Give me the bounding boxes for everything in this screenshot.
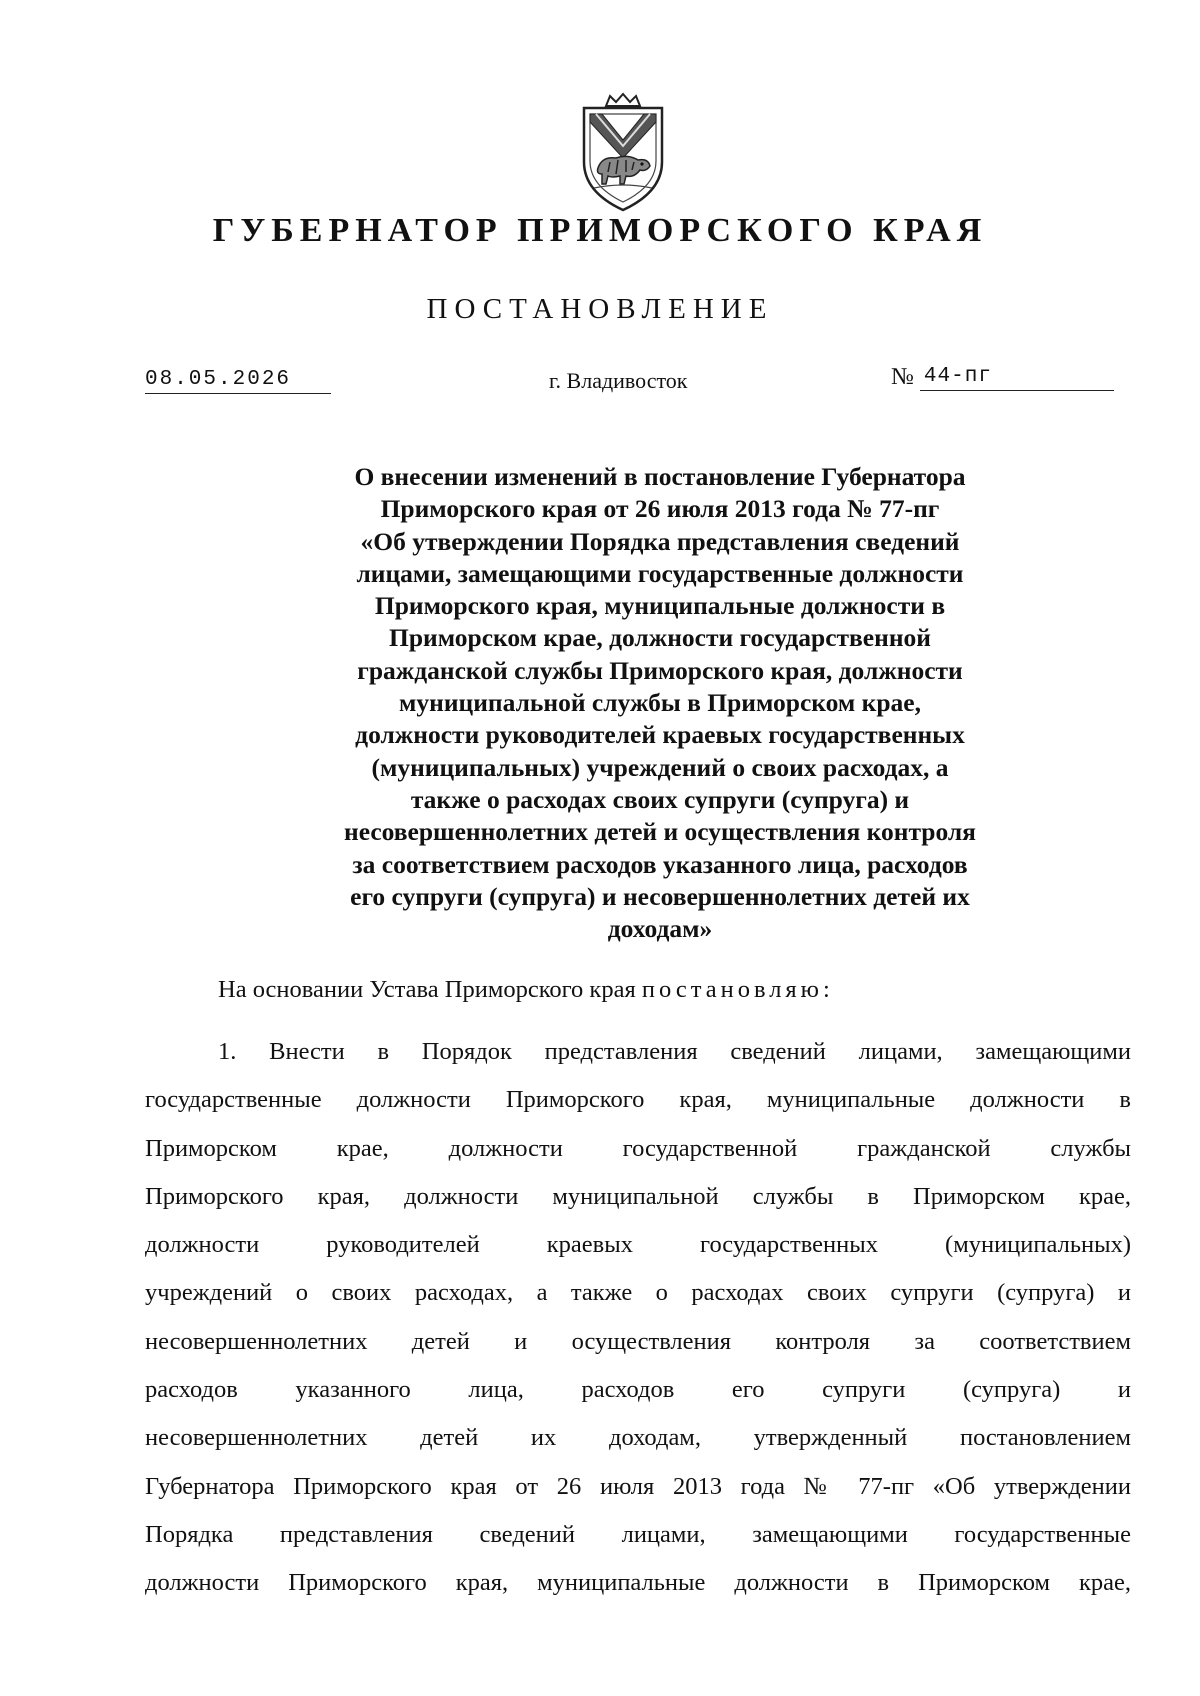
body-line: Приморского края, должности муниципальной службы в Приморском крае, <box>145 1182 1131 1210</box>
body-line: Приморском крае, должности государственной гражданской службы <box>145 1134 1131 1162</box>
document-heading <box>290 461 1030 945</box>
number-value: 44-пг <box>920 365 1114 391</box>
coat-of-arms-emblem <box>572 92 674 218</box>
heading-line: лицами, замещающими государственные должности <box>356 558 964 588</box>
heading-line: должности руководителей краевых государственных <box>355 720 965 750</box>
body-line: расходов указанного лица, расходов его супруги (супруга) и <box>145 1376 1131 1404</box>
heading-line: несовершеннолетних детей и осуществления контроля <box>344 817 976 847</box>
heading-line: также о расходах своих супруги (супруга) и <box>410 784 910 814</box>
heading-line: О внесении изменений в постановление Губернатора <box>354 462 966 491</box>
body-line: Порядка представления сведений лицами, замещающими государственные <box>145 1520 1131 1548</box>
heading-line: гражданской службы Приморского края, должности <box>357 655 963 685</box>
document-number <box>891 364 1114 391</box>
preamble <box>218 976 834 1004</box>
body-line: должности руководителей краевых государственных (муниципальных) <box>145 1231 1131 1259</box>
body-line: Губернатора Приморского края от 26 июля 2013 года № 77-пг «Об утверждении <box>145 1472 1131 1500</box>
heading-line: (муниципальных) учреждений о своих расходах, а <box>371 752 949 782</box>
number-sign: № <box>891 364 914 390</box>
body-paragraph <box>145 1028 1131 1608</box>
preamble-text: На основании Устава Приморского края <box>218 976 642 1003</box>
heading-line: за соответствием расходов указанного лица, расходов <box>352 849 968 879</box>
document-type: ПОСТАНОВЛЕНИЕ <box>426 293 774 325</box>
body-line: несовершеннолетних детей и осуществления контроля за соответствием <box>145 1327 1131 1355</box>
heading-line: «Об утверждении Порядка представления сведений <box>360 526 960 556</box>
org-title: ГУБЕРНАТОР ПРИМОРСКОГО КРАЯ <box>212 212 988 249</box>
body-line: государственные должности Приморского края, муниципальные должности в <box>145 1086 1131 1114</box>
heading-line: Приморского края, муниципальные должности в <box>374 591 946 621</box>
document-date: 08.05.2026 <box>145 368 331 394</box>
body-line: должности Приморского края, муниципальные должности в Приморском крае, <box>145 1569 1131 1597</box>
document-city: г. Владивосток <box>549 368 688 393</box>
decree-word: постановляю: <box>641 976 834 1003</box>
heading-line: Приморском крае, должности государственной <box>389 623 931 653</box>
body-line: 1. Внести в Порядок представления сведений лицами, замещающими <box>218 1038 1131 1065</box>
body-line: несовершеннолетних детей их доходам, утвержденный постановлением <box>145 1424 1131 1452</box>
heading-line: доходам» <box>607 914 713 944</box>
heading-line: муниципальной службы в Приморском крае, <box>399 688 921 718</box>
heading-line: Приморского края от 26 июля 2013 года № 77-пг <box>380 494 940 524</box>
heading-line: его супруги (супруга) и несовершеннолетних детей их <box>350 881 970 911</box>
body-line: учреждений о своих расходах, а также о расходах своих супруги (супруга) и <box>145 1279 1131 1307</box>
